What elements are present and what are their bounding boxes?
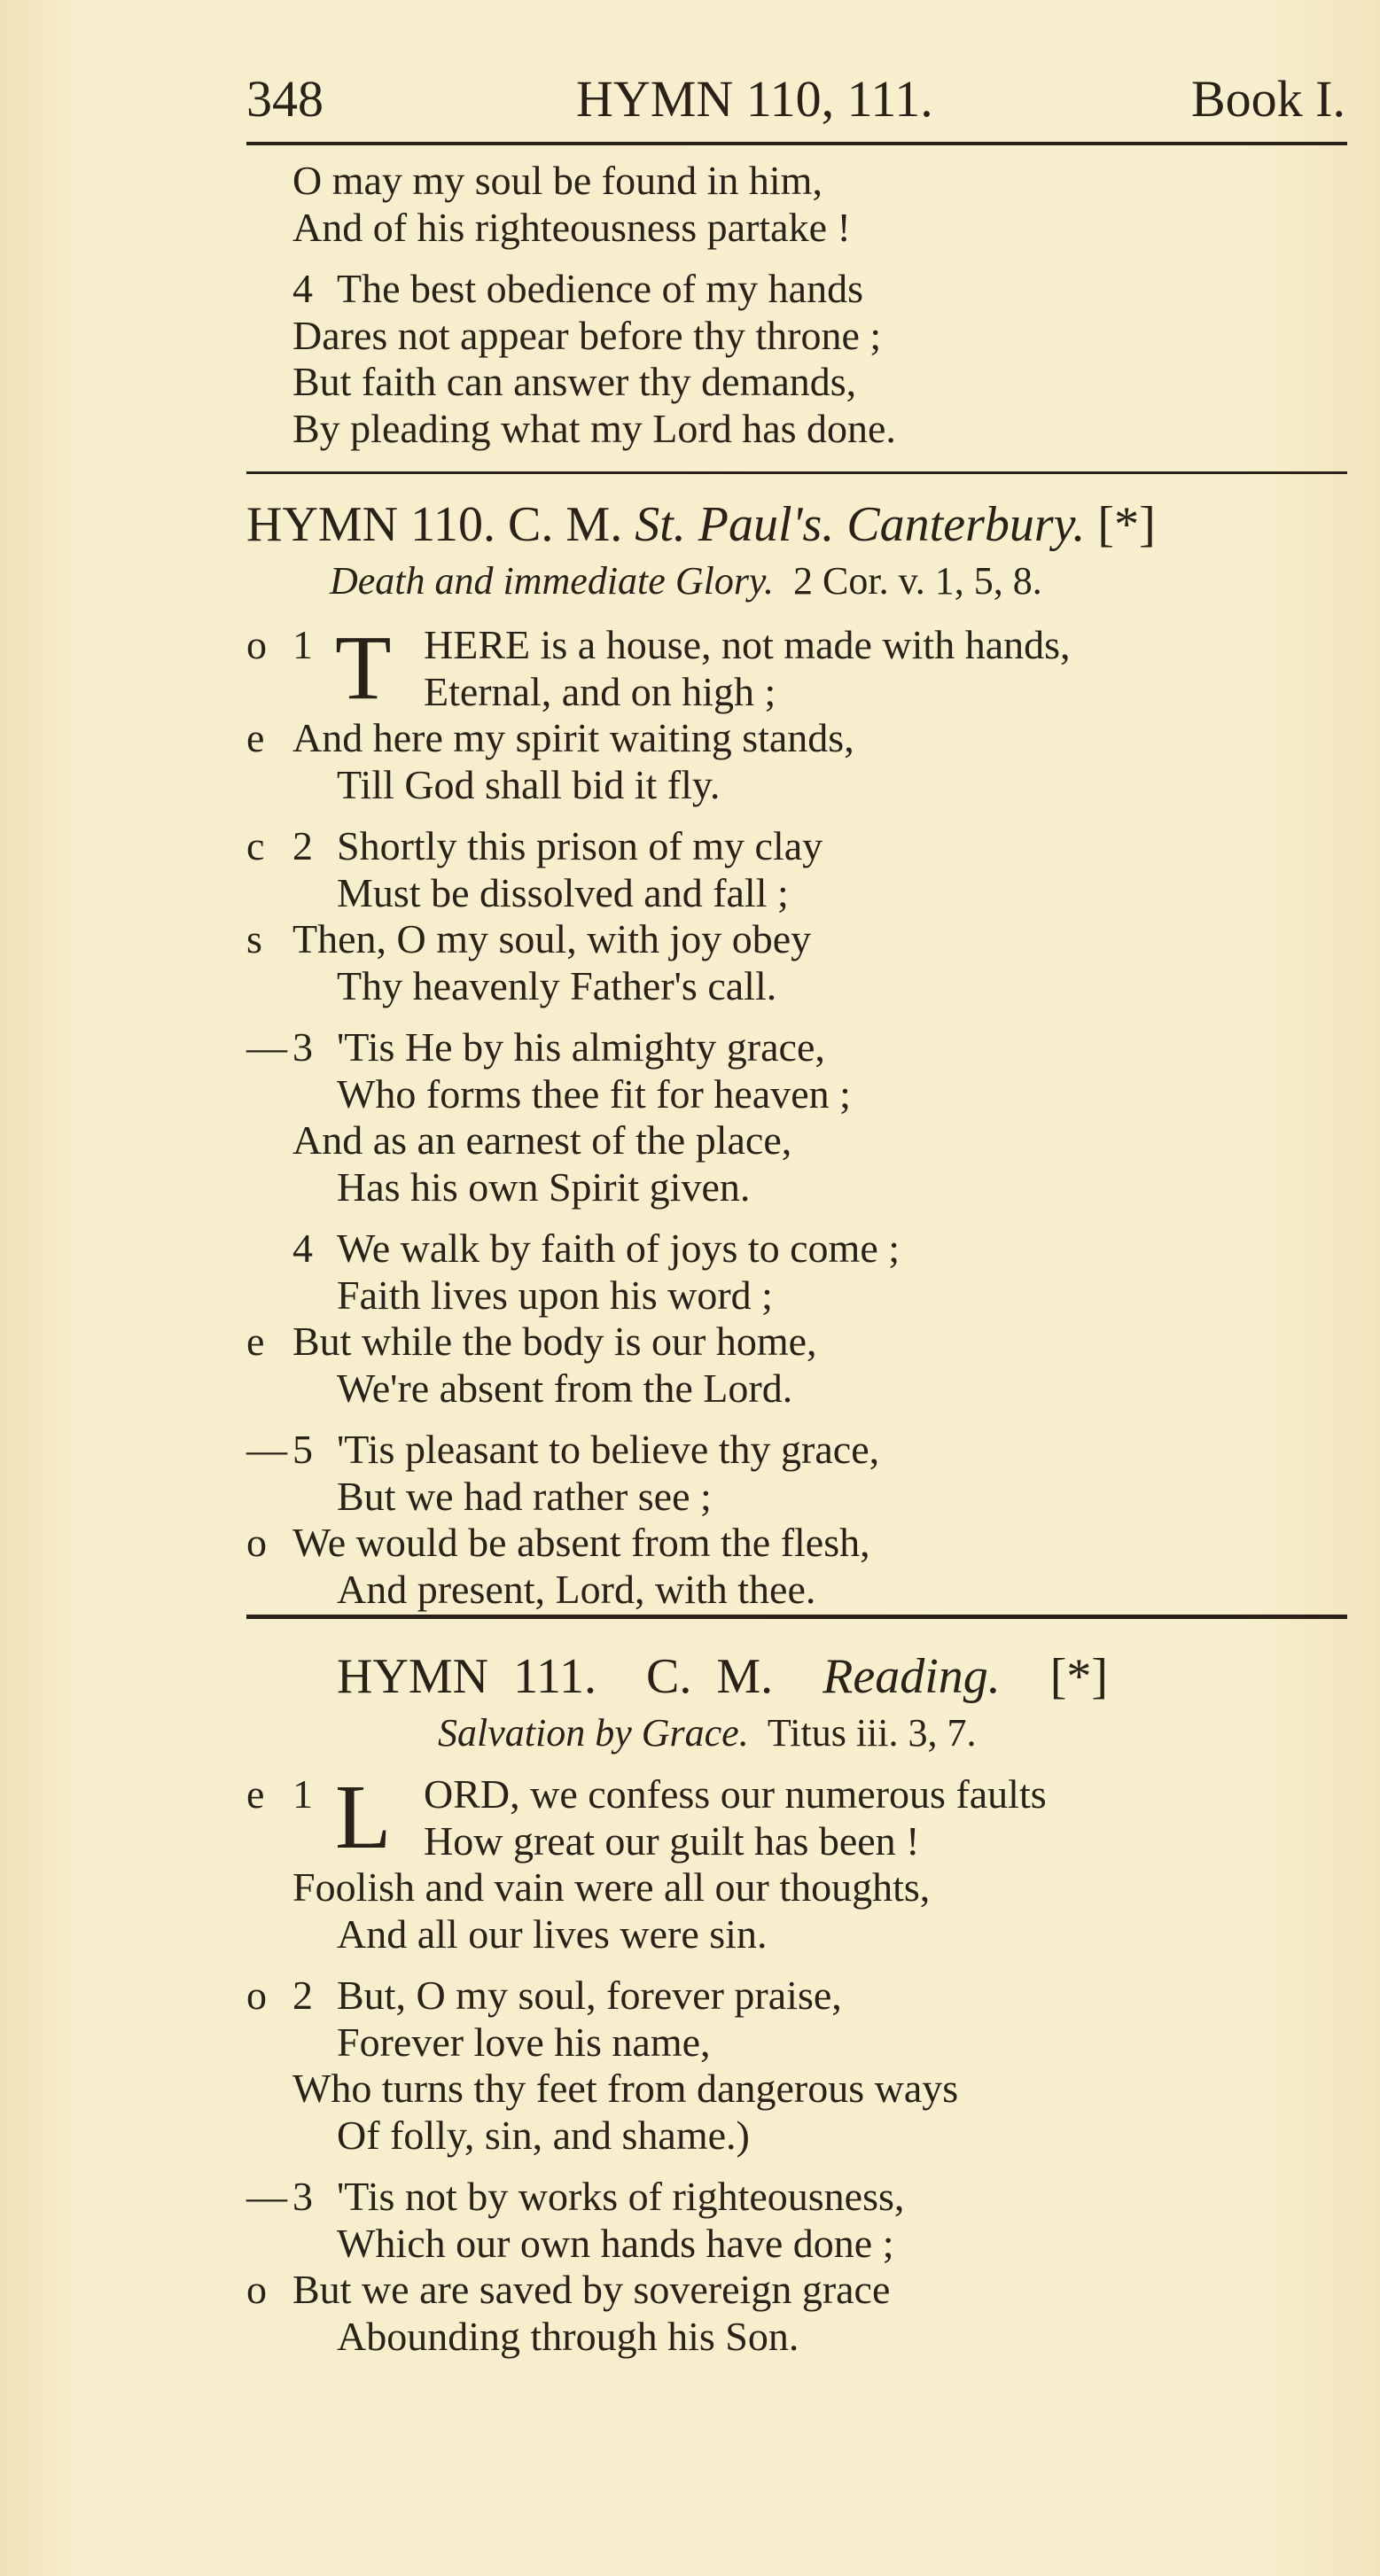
- verse-line: [246, 762, 1363, 809]
- verse-line: [246, 669, 1363, 716]
- line-text: But we had rather see ;: [337, 1473, 712, 1519]
- line-text: Dares not appear before thy throne ;: [292, 312, 882, 358]
- stanza-number: 5: [292, 1427, 313, 1472]
- verse-line: [246, 1164, 1363, 1211]
- drop-cap: L: [335, 1766, 392, 1868]
- verse-line: [246, 1474, 1363, 1521]
- hymn-mark: [*]: [1097, 497, 1156, 552]
- stanza-number: 1: [292, 622, 313, 667]
- hymn-110-heading: [246, 496, 1156, 553]
- verse-line: [246, 2221, 1363, 2268]
- line-text: Forever love his name,: [337, 2019, 711, 2065]
- running-header: [246, 69, 1345, 131]
- verse-line: [246, 1319, 1363, 1366]
- line-text: Of folly, sin, and shame.): [337, 2112, 750, 2158]
- dynamic-mark: e: [246, 1319, 265, 1364]
- dynamic-mark: —: [246, 1427, 287, 1472]
- verse-line: [246, 406, 1363, 453]
- verse-line: [246, 2174, 1363, 2221]
- line-text: We walk by faith of joys to come ;: [337, 1226, 901, 1271]
- header-title: HYMN 110, 111.: [576, 70, 933, 128]
- stanza-number: 4: [292, 266, 313, 311]
- dynamic-mark: —: [246, 2174, 287, 2219]
- verse-line: [246, 1427, 1363, 1474]
- line-text: But, O my soul, forever praise,: [337, 1973, 842, 2018]
- verse-line: [246, 870, 1363, 917]
- verse-line: [246, 1911, 1363, 1958]
- dynamic-mark: —: [246, 1024, 287, 1070]
- verse-line: [246, 1818, 1363, 1865]
- verse-line: [246, 158, 1363, 205]
- divider-rule: [246, 471, 1347, 474]
- stanza-number: 1: [292, 1771, 313, 1817]
- hymn-111-subtitle: [438, 1710, 977, 1755]
- verse-line: [246, 1117, 1363, 1164]
- verse-line: [246, 1024, 1363, 1071]
- hymn-110-verses: [246, 617, 1363, 1613]
- stanza-number: 3: [292, 2174, 313, 2219]
- line-text: O may my soul be found in him,: [292, 158, 823, 203]
- line-text: Till God shall bid it fly.: [337, 761, 721, 807]
- line-text: Has his own Spirit given.: [337, 1163, 751, 1210]
- line-text: Which our own hands have done ;: [337, 2220, 894, 2266]
- line-text: ORD, we confess our numerous faults: [424, 1771, 1047, 1817]
- line-text: Who turns thy feet from dangerous ways: [292, 2066, 959, 2111]
- line-text: Abounding through his Son.: [337, 2313, 799, 2359]
- line-text: We would be absent from the flesh,: [292, 1520, 870, 1565]
- line-text: And here my spirit waiting stands,: [292, 715, 854, 760]
- hymn-number: HYMN 111.: [337, 1649, 596, 1704]
- stanza-number: 2: [292, 823, 313, 868]
- verse-line: [246, 1973, 1363, 2020]
- dynamic-mark: e: [246, 715, 265, 760]
- verse-line: [246, 715, 1363, 762]
- verse-line: [246, 2066, 1363, 2113]
- line-text: But while the body is our home,: [292, 1319, 817, 1364]
- hymn-number: HYMN 110.: [246, 497, 496, 552]
- verse-line: [246, 266, 1363, 313]
- line-text: But we are saved by sovereign grace: [292, 2267, 891, 2312]
- divider-rule: [246, 1615, 1347, 1619]
- hymn-110-subtitle: [330, 558, 1042, 603]
- line-text: Must be dissolved and fall ;: [337, 869, 789, 915]
- line-text: Shortly this prison of my clay: [337, 823, 823, 868]
- dynamic-mark: o: [246, 1520, 267, 1565]
- verse-line: [246, 2020, 1363, 2066]
- line-text: By pleading what my Lord has done.: [292, 405, 896, 451]
- dynamic-mark: o: [246, 622, 267, 667]
- drop-cap: T: [335, 617, 392, 719]
- verse-line: [246, 823, 1363, 870]
- line-text: 'Tis pleasant to believe thy grace,: [337, 1427, 880, 1472]
- hymn-scripture: Titus iii. 3, 7.: [767, 1711, 977, 1755]
- line-text: But faith can answer thy demands,: [292, 359, 857, 404]
- verse-line: [246, 2113, 1363, 2160]
- header-book: Book I.: [1191, 70, 1345, 128]
- line-text: And as an earnest of the place,: [292, 1117, 792, 1163]
- line-text: 'Tis He by his almighty grace,: [337, 1024, 825, 1070]
- verse-line: [246, 1272, 1363, 1319]
- continued-verses: [246, 158, 1363, 452]
- hymn-meter: C. M.: [508, 497, 623, 552]
- line-text: How great our guilt has been !: [424, 1817, 920, 1864]
- verse-line: [246, 2267, 1363, 2314]
- line-text: And of his righteousness partake !: [292, 204, 851, 250]
- verse-line: [246, 205, 1363, 252]
- line-text: Foolish and vain were all our thoughts,: [292, 1864, 931, 1910]
- line-text: Thy heavenly Father's call.: [337, 962, 777, 1008]
- hymn-mark: [*]: [1049, 1649, 1109, 1704]
- stanza-number: 4: [292, 1226, 313, 1271]
- hymn-111-verses: [246, 1766, 1363, 2360]
- verse-line: [246, 2314, 1363, 2361]
- line-text: Eternal, and on high ;: [424, 668, 776, 714]
- line-text: We're absent from the Lord.: [337, 1365, 793, 1411]
- hymn-scripture: 2 Cor. v. 1, 5, 8.: [793, 559, 1042, 603]
- verse-line: [246, 1366, 1363, 1413]
- verse-line: [246, 1071, 1363, 1118]
- verse-line: [246, 1520, 1363, 1567]
- verse-line: [246, 359, 1363, 406]
- line-text: 'Tis not by works of righteousness,: [337, 2174, 905, 2219]
- hymn-tune: Reading.: [823, 1649, 1001, 1704]
- line-text: Who forms thee fit for heaven ;: [337, 1070, 851, 1117]
- line-text: HERE is a house, not made with hands,: [424, 622, 1071, 667]
- dynamic-mark: e: [246, 1771, 265, 1817]
- dynamic-mark: o: [246, 2267, 267, 2312]
- hymn-meter: C. M.: [645, 1649, 774, 1704]
- verse-line: [246, 1864, 1363, 1911]
- verse-line: [246, 916, 1363, 963]
- header-rule: [246, 142, 1347, 145]
- line-text: And all our lives were sin.: [337, 1911, 768, 1957]
- verse-line: [246, 1567, 1363, 1614]
- dynamic-mark: o: [246, 1973, 267, 2018]
- page-number: 348: [246, 70, 324, 128]
- stanza-number: 3: [292, 1024, 313, 1070]
- hymn-subject: Death and immediate Glory.: [330, 559, 775, 603]
- dynamic-mark: s: [246, 916, 262, 961]
- hymn-tune: St. Paul's. Canterbury.: [635, 497, 1086, 552]
- line-text: Faith lives upon his word ;: [337, 1272, 773, 1318]
- line-text: The best obedience of my hands: [337, 266, 863, 311]
- verse-line: [246, 1226, 1363, 1272]
- stanza-number: 2: [292, 1973, 313, 2018]
- verse-line: [246, 963, 1363, 1010]
- line-text: Then, O my soul, with joy obey: [292, 916, 812, 961]
- verse-line: [246, 313, 1363, 360]
- hymn-subject: Salvation by Grace.: [438, 1711, 749, 1755]
- dynamic-mark: c: [246, 823, 265, 868]
- line-text: And present, Lord, with thee.: [337, 1566, 816, 1612]
- hymn-111-heading: [337, 1648, 1108, 1705]
